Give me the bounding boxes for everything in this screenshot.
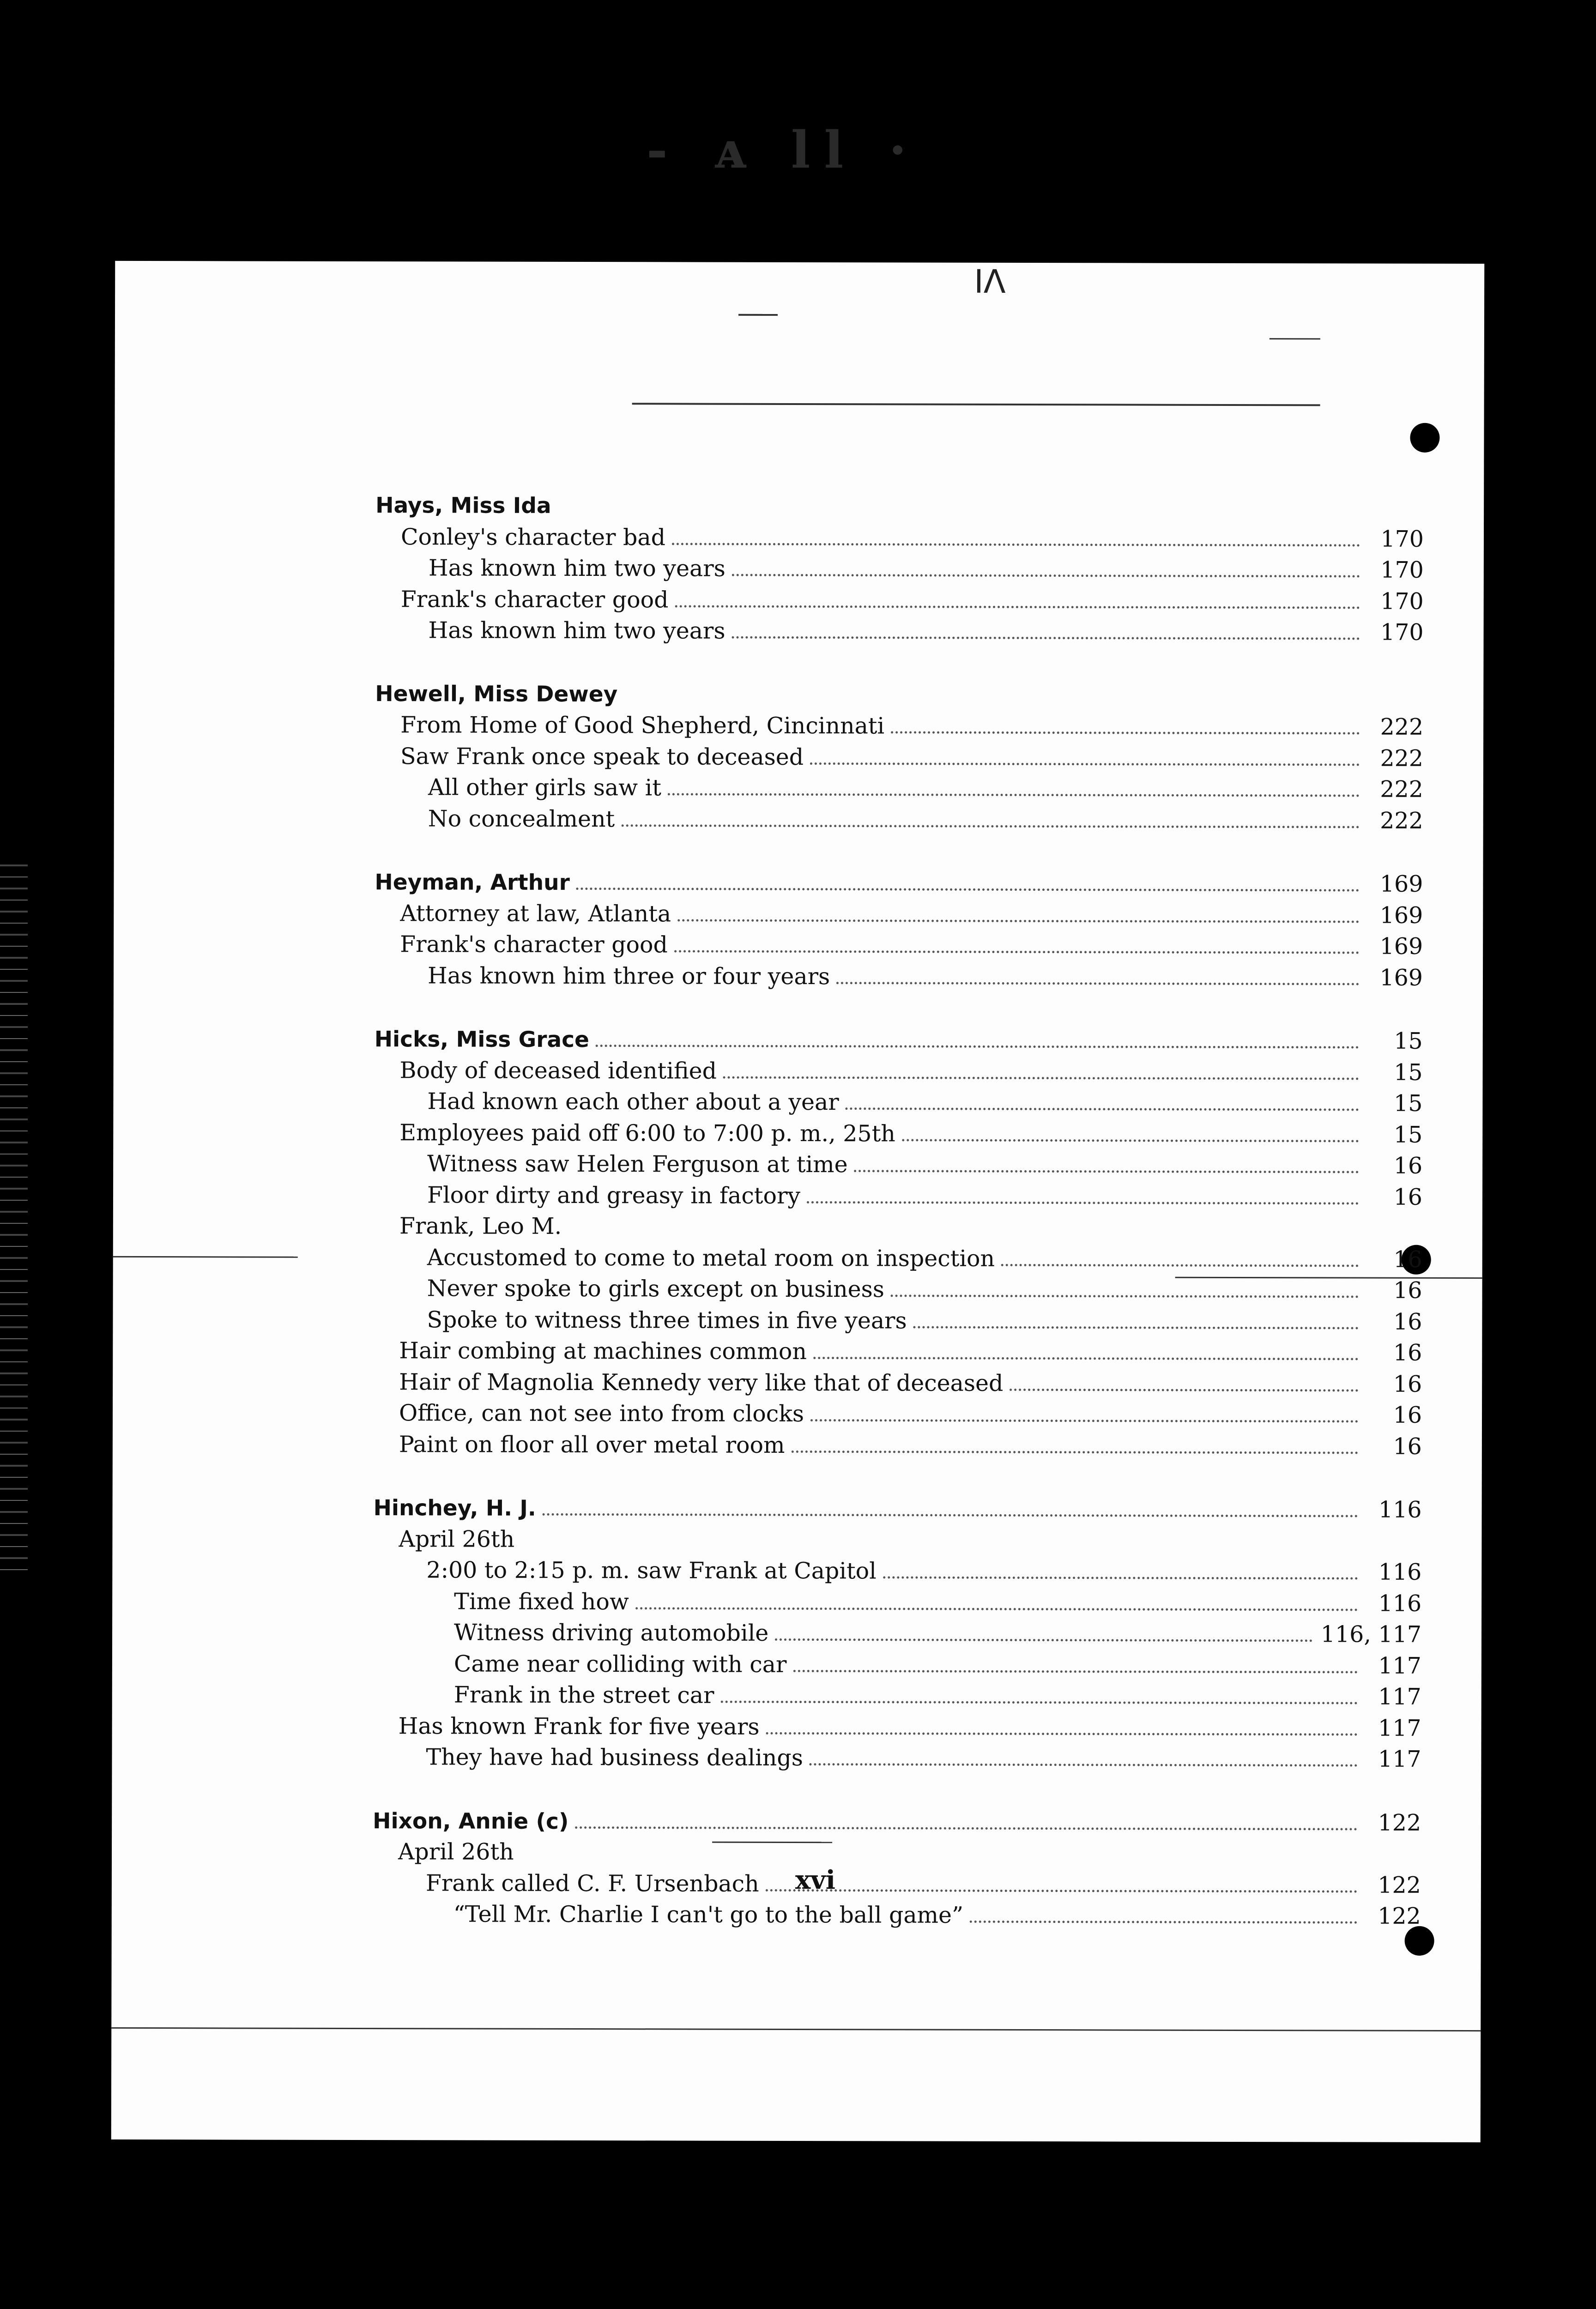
page-reference: 117 xyxy=(1378,1746,1421,1772)
index-subentry xyxy=(375,521,1424,555)
index-subentry xyxy=(373,1648,1421,1681)
subentry-text: Frank called C. F. Ursenbach xyxy=(425,1869,759,1897)
subentry-text: Hair combing at machines common xyxy=(399,1337,807,1365)
page-reference: 16 xyxy=(1393,1402,1422,1428)
divider-line xyxy=(113,1256,298,1258)
index-subentry xyxy=(375,584,1424,617)
index-heading-row xyxy=(375,866,1423,900)
index-subentry xyxy=(373,1617,1421,1650)
index-entry xyxy=(375,678,1424,836)
index-heading: Hays, Miss Ida xyxy=(375,493,551,519)
index-entry xyxy=(373,1492,1421,1775)
index-subentry xyxy=(375,552,1424,586)
index-subentry xyxy=(375,898,1423,931)
index-subentry xyxy=(375,741,1423,774)
subentry-text: Office, can not see into from clocks xyxy=(399,1400,804,1427)
index-subentry xyxy=(375,615,1424,648)
divider-line xyxy=(111,2027,1481,2031)
subentry-text: Employees paid off 6:00 to 7:00 p. m., 25th xyxy=(399,1119,895,1147)
subentry-text: Spoke to witness three times in five years xyxy=(427,1306,907,1334)
index-subentry xyxy=(375,929,1423,962)
index-subentry xyxy=(375,772,1423,805)
index-entry xyxy=(375,490,1424,648)
subentry-text: April 26th xyxy=(399,1525,515,1553)
index-subentry xyxy=(375,1055,1423,1088)
entry-spacer xyxy=(375,991,1423,1026)
dot-leader xyxy=(766,1732,1358,1735)
index-entry xyxy=(373,1805,1421,1932)
index-subentry xyxy=(375,803,1423,836)
page-reference: 222 xyxy=(1380,713,1424,740)
dot-leader xyxy=(902,1139,1359,1142)
index-subentry xyxy=(374,1304,1422,1337)
index-subentry xyxy=(374,1273,1422,1306)
page-reference: 117 xyxy=(1378,1683,1421,1710)
entry-spacer xyxy=(375,646,1423,681)
page-reference: 169 xyxy=(1379,902,1423,929)
page-reference: 170 xyxy=(1380,588,1424,615)
page-reference: 16 xyxy=(1393,1433,1422,1460)
dot-leader xyxy=(723,1076,1359,1080)
index-entry xyxy=(374,1023,1423,1462)
subentry-text: Floor dirty and greasy in factory xyxy=(427,1181,801,1209)
subentry-text: Has known Frank for five years xyxy=(398,1712,760,1740)
dot-leader xyxy=(791,1450,1358,1454)
index-heading: Hinchey, H. J. xyxy=(373,1495,536,1521)
page-reference: 116 xyxy=(1378,1496,1422,1523)
dot-leader xyxy=(891,731,1360,734)
subentry-text: Frank's character good xyxy=(400,586,669,613)
subentry-text: Witness driving automobile xyxy=(453,1619,769,1646)
dot-leader xyxy=(1001,1263,1359,1267)
subentry-text: 2:00 to 2:15 p. m. saw Frank at Capitol xyxy=(426,1557,877,1584)
dot-leader xyxy=(883,1576,1358,1579)
page-reference: 16 xyxy=(1393,1308,1422,1335)
page-reference: 16 xyxy=(1393,1371,1422,1397)
dot-leader xyxy=(677,919,1359,923)
dot-leader xyxy=(970,1921,1357,1924)
page-reference: 116, 117 xyxy=(1320,1621,1422,1648)
dot-leader xyxy=(775,1638,1312,1642)
index-heading-row xyxy=(375,490,1424,523)
page-reference: 222 xyxy=(1380,807,1423,834)
dot-leader xyxy=(846,1107,1359,1111)
entry-spacer xyxy=(375,834,1423,869)
subentry-text: Witness saw Helen Ferguson at time xyxy=(427,1150,848,1178)
index-entry xyxy=(375,866,1423,993)
index-heading: Hixon, Annie (c) xyxy=(373,1808,569,1834)
index-subentry xyxy=(374,1179,1422,1213)
page-reference: 122 xyxy=(1378,1809,1421,1836)
dot-leader xyxy=(810,762,1360,766)
index-subentry xyxy=(374,1210,1422,1244)
page-reference: 117 xyxy=(1378,1715,1421,1741)
page-reference: 170 xyxy=(1380,619,1424,646)
dot-leader xyxy=(810,1763,1358,1766)
index-subentry xyxy=(373,1898,1421,1932)
dot-leader xyxy=(732,574,1360,578)
page-reference: 15 xyxy=(1394,1028,1423,1054)
index-subentry xyxy=(374,1429,1422,1462)
page-reference: 16 xyxy=(1393,1277,1422,1304)
index-subentry xyxy=(375,709,1423,743)
page-reference: 170 xyxy=(1380,556,1424,583)
dot-leader xyxy=(1010,1388,1358,1391)
index-subentry xyxy=(374,1117,1422,1150)
index-subentry xyxy=(373,1741,1421,1775)
subentry-text: Frank in the street car xyxy=(453,1681,714,1709)
dot-leader xyxy=(635,1607,1358,1611)
page-reference: 15 xyxy=(1394,1059,1423,1086)
entry-spacer xyxy=(373,1773,1421,1807)
index-subentry xyxy=(373,1711,1421,1744)
subentry-text: Frank's character good xyxy=(400,931,668,958)
index-subentry xyxy=(374,1335,1422,1368)
subentry-text: Has known him two years xyxy=(428,617,725,644)
subentry-text: Never spoke to girls except on business xyxy=(427,1275,885,1303)
dot-leader xyxy=(807,1201,1359,1205)
divider-line xyxy=(738,314,778,316)
subentry-text: Saw Frank once speak to deceased xyxy=(400,743,804,770)
page-reference: 222 xyxy=(1380,745,1424,772)
subentry-text: Paint on floor all over metal room xyxy=(399,1431,785,1458)
subentry-text: Has known him two years xyxy=(428,555,725,582)
dot-leader xyxy=(596,1045,1359,1048)
dot-leader xyxy=(766,1889,1357,1892)
page-reference: 117 xyxy=(1378,1652,1421,1679)
index-list xyxy=(373,490,1424,1932)
index-subentry xyxy=(373,1868,1421,1901)
index-subentry xyxy=(375,960,1423,993)
index-heading-row xyxy=(375,1023,1423,1057)
dot-leader xyxy=(891,1294,1359,1298)
page-reference: 16 xyxy=(1393,1339,1422,1366)
subentry-text: Time fixed how xyxy=(454,1588,629,1615)
page-reference: 122 xyxy=(1378,1903,1421,1929)
dot-leader xyxy=(668,793,1360,797)
subentry-text: April 26th xyxy=(398,1838,514,1865)
index-subentry xyxy=(373,1554,1421,1588)
index-heading: Hicks, Miss Grace xyxy=(374,1027,589,1053)
subentry-text: Body of deceased identified xyxy=(399,1057,717,1084)
index-heading-row xyxy=(375,678,1423,712)
divider-line xyxy=(632,403,1320,406)
dot-leader xyxy=(836,982,1359,985)
index-subentry xyxy=(373,1679,1421,1712)
page-number: xvi xyxy=(795,1864,836,1896)
index-heading-row xyxy=(373,1805,1421,1838)
dot-leader xyxy=(576,888,1360,892)
page-reference: 16 xyxy=(1393,1152,1423,1179)
dot-leader xyxy=(575,1826,1357,1830)
dot-leader xyxy=(720,1701,1357,1705)
page-reference: 116 xyxy=(1378,1559,1422,1585)
index-heading: Hewell, Miss Dewey xyxy=(375,681,618,707)
dot-leader xyxy=(672,543,1360,546)
page-reference: 169 xyxy=(1379,964,1423,991)
index-subentry xyxy=(373,1836,1421,1869)
dot-leader xyxy=(854,1170,1359,1173)
subentry-text: Had known each other about a year xyxy=(427,1088,839,1116)
dot-leader xyxy=(813,1357,1358,1360)
subentry-text: Came near colliding with car xyxy=(453,1650,787,1678)
page-corner-mark: ꓲꓥ xyxy=(974,262,1006,301)
subentry-text: They have had business dealings xyxy=(426,1744,803,1771)
dot-leader xyxy=(913,1326,1359,1329)
dot-leader xyxy=(793,1669,1357,1673)
page-reference: 222 xyxy=(1380,776,1423,803)
subentry-text: Attorney at law, Atlanta xyxy=(400,900,671,927)
page-reference: 116 xyxy=(1378,1590,1422,1617)
subentry-text: Conley's character bad xyxy=(400,523,666,550)
index-subentry xyxy=(374,1366,1422,1400)
index-heading-row xyxy=(374,1492,1422,1525)
dot-leader xyxy=(621,824,1360,828)
dot-leader xyxy=(732,636,1360,640)
subentry-text: No concealment xyxy=(428,805,615,832)
divider-line xyxy=(1270,338,1320,339)
index-subentry xyxy=(374,1148,1422,1181)
dot-leader xyxy=(543,1513,1358,1517)
index-subentry xyxy=(374,1086,1422,1119)
subentry-text: Hair of Magnolia Kennedy very like that of deceased xyxy=(399,1368,1004,1396)
page-reference: 16 xyxy=(1393,1184,1423,1210)
index-subentry xyxy=(373,1586,1421,1619)
index-subentry xyxy=(373,1523,1421,1557)
index-subentry xyxy=(374,1242,1422,1275)
entry-spacer xyxy=(374,1460,1422,1494)
page-reference: 15 xyxy=(1393,1121,1423,1148)
subentry-text: From Home of Good Shepherd, Cincinnati xyxy=(400,712,885,739)
page-reference: 169 xyxy=(1379,870,1423,897)
top-edge-smudge: - ᴀ ll · xyxy=(647,120,920,180)
page-reference: 16 xyxy=(1393,1246,1422,1273)
dot-leader xyxy=(674,950,1359,954)
index-subentry xyxy=(374,1397,1422,1431)
page-reference: 170 xyxy=(1380,526,1424,552)
subentry-text: Accustomed to come to metal room on inspection xyxy=(427,1244,995,1272)
index-heading: Heyman, Arthur xyxy=(375,870,570,895)
subentry-text: “Tell Mr. Charlie I can't go to the ball game” xyxy=(453,1901,964,1928)
subentry-text: Has known him three or four years xyxy=(427,962,830,990)
page-reference: 122 xyxy=(1378,1872,1421,1898)
subentry-text: All other girls saw it xyxy=(428,774,662,801)
subentry-text: Frank, Leo M. xyxy=(399,1213,562,1239)
page-reference: 15 xyxy=(1394,1090,1423,1117)
film-edge-strip xyxy=(0,854,28,1570)
dot-leader xyxy=(675,605,1360,609)
dot-leader xyxy=(810,1419,1358,1422)
page-reference: 169 xyxy=(1379,933,1423,960)
punch-hole xyxy=(1410,423,1439,453)
document-page xyxy=(111,261,1485,2142)
